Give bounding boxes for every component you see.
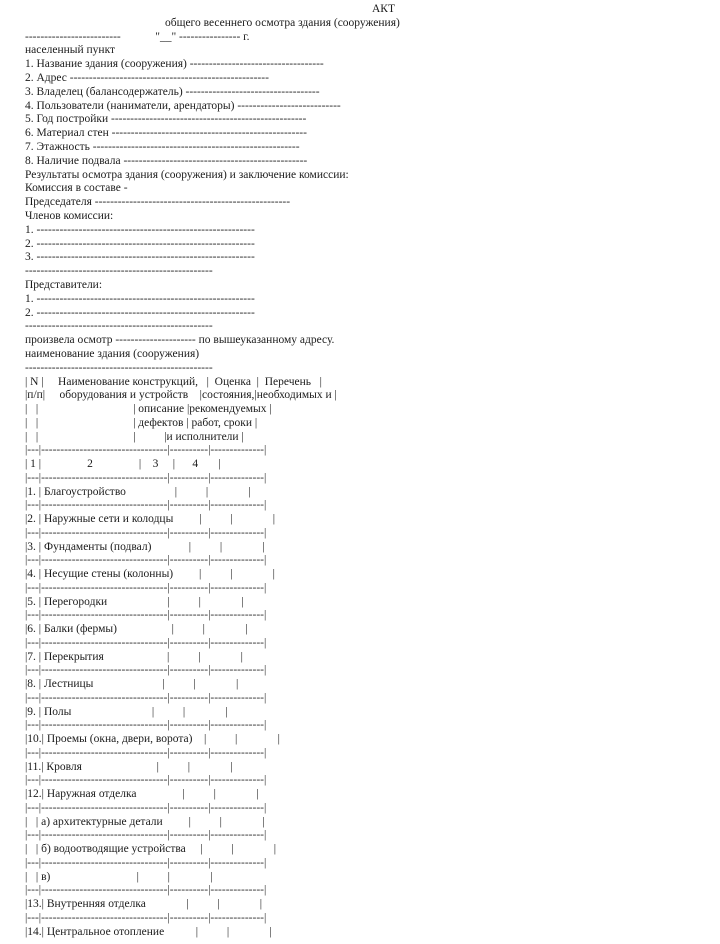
field-line-4: 4. Пользователи (наниматели, арендаторы) --------------------------- xyxy=(25,99,341,112)
table-separator: |---|---------------------------------|----------|--------------| xyxy=(25,526,267,539)
table-separator: |---|---------------------------------|----------|--------------| xyxy=(25,471,267,484)
table-separator: |---|---------------------------------|----------|--------------| xyxy=(25,609,267,622)
table-row: |14.| Центральное отопление | | | xyxy=(25,925,272,938)
place-caption: населенный пункт xyxy=(25,44,116,57)
field-line-5: 5. Год постройки --------------------------------------------------- xyxy=(25,113,307,126)
table-column-number-row: | 1 | 2 | 3 | 4 | xyxy=(25,458,221,471)
field-line-6: 6. Материал стен --------------------------------------------------- xyxy=(25,127,307,140)
table-header-row-1: | N | Наименование конструкций, | Оценка | Перечень | xyxy=(25,375,322,388)
table-separator: |---|---------------------------------|----------|--------------| xyxy=(25,856,267,869)
date-gap xyxy=(121,31,156,43)
table-separator: |---|---------------------------------|----------|--------------| xyxy=(25,636,267,649)
numbered-fields-block xyxy=(0,58,720,168)
table-header-row-4: | | | дефектов | работ, сроки | xyxy=(25,416,258,429)
table-separator: |---|---------------------------------|----------|--------------| xyxy=(25,746,267,759)
building-caption: наименование здания (сооружения) xyxy=(25,347,200,360)
table-row: |7. | Перекрытия | | | xyxy=(25,650,243,663)
table-separator: |---|---------------------------------|----------|--------------| xyxy=(25,884,267,897)
table-separator: |---|---------------------------------|----------|--------------| xyxy=(25,554,267,567)
field-line-8: 8. Наличие подвала ------------------------------------------------ xyxy=(25,154,308,167)
member-line-2: 2. --------------------------------------------------------- xyxy=(25,237,255,250)
place-rule: ------------------------- xyxy=(25,30,121,43)
table-row: |13.| Внутренняя отделка | | | xyxy=(25,898,263,911)
table-row: |12.| Наружная отделка | | | xyxy=(25,788,259,801)
inspection-line: произвела осмотр --------------------- по вышеуказанному адресу. xyxy=(25,334,335,347)
members-heading: Членов комиссии: xyxy=(25,209,114,222)
date-line: "__" ---------------- г. xyxy=(155,30,250,43)
table-separator: |---|---------------------------------|----------|--------------| xyxy=(25,911,267,924)
field-line-3: 3. Владелец (балансодержатель) ----------------------------------- xyxy=(25,85,320,98)
document-subtitle: общего весеннего осмотра здания (сооружения) xyxy=(165,16,400,29)
table-header-row-5: | | | |и исполнители | xyxy=(25,430,244,443)
commission-heading: Комиссия в составе - xyxy=(25,182,128,195)
member-line-3: 3. --------------------------------------------------------- xyxy=(25,251,255,264)
table-row: |4. | Несущие стены (колонны) | | | xyxy=(25,568,275,581)
table-separator: |---|---------------------------------|----------|--------------| xyxy=(25,499,267,512)
representative-line-rule: ------------------------------------------------- xyxy=(25,320,213,333)
table-header-row-3: | | | описание |рекомендуемых | xyxy=(25,403,272,416)
representatives-heading: Представители: xyxy=(25,278,103,291)
chairman-line: Председателя --------------------------------------------------- xyxy=(25,196,291,209)
representative-line-1: 1. --------------------------------------------------------- xyxy=(25,292,255,305)
table-row: |10.| Проемы (окна, двери, ворота) | | | xyxy=(25,733,280,746)
table-row: |8. | Лестницы | | | xyxy=(25,678,239,691)
place-and-date-line xyxy=(0,31,720,45)
table-row: |9. | Полы | | | xyxy=(25,705,228,718)
table-row: |2. | Наружные сети и колодцы | | | xyxy=(25,513,276,526)
results-heading: Результаты осмотра здания (сооружения) и заключение комиссии: xyxy=(25,168,349,181)
table-separator: |---|---------------------------------|----------|--------------| xyxy=(25,664,267,677)
table-separator: |---|---------------------------------|----------|--------------| xyxy=(25,581,267,594)
document-title: АКТ xyxy=(372,3,395,15)
table-separator: |---|---------------------------------|----------|--------------| xyxy=(25,801,267,814)
table-row: |1. | Благоустройство | | | xyxy=(25,485,251,498)
member-line-1: 1. --------------------------------------------------------- xyxy=(25,223,255,236)
table-row: |11.| Кровля | | | xyxy=(25,760,233,773)
field-line-1: 1. Название здания (сооружения) ----------------------------------- xyxy=(25,58,324,71)
table-row: | | а) архитектурные детали | | | xyxy=(25,815,265,828)
table-separator: |---|---------------------------------|----------|--------------| xyxy=(25,829,267,842)
table-body xyxy=(25,472,720,940)
field-line-2: 2. Адрес ---------------------------------------------------- xyxy=(25,71,269,84)
inspection-table xyxy=(0,376,720,940)
caption-rule: ------------------------------------------------- xyxy=(25,361,213,374)
table-row: |3. | Фундаменты (подвал) | | | xyxy=(25,540,265,553)
representative-line-2: 2. --------------------------------------------------------- xyxy=(25,306,255,319)
table-row: | | в) | | | xyxy=(25,870,213,883)
commission-block xyxy=(0,169,720,376)
table-separator: |---|---------------------------------|----------|--------------| xyxy=(25,691,267,704)
table-row: |6. | Балки (фермы) | | | xyxy=(25,623,248,636)
document-header xyxy=(0,0,720,58)
field-line-7: 7. Этажность ------------------------------------------------------ xyxy=(25,140,300,153)
table-row: | | б) водоотводящие устройства | | | xyxy=(25,843,277,856)
table-row: |5. | Перегородки | | | xyxy=(25,595,244,608)
member-line-rule: ------------------------------------------------- xyxy=(25,265,213,278)
table-separator: |---|---------------------------------|----------|--------------| xyxy=(25,719,267,732)
table-separator: |---|---------------------------------|----------|--------------| xyxy=(25,444,267,457)
table-separator: |---|---------------------------------|----------|--------------| xyxy=(25,774,267,787)
table-header-row-2: |п/п| оборудования и устройств |состояния,|необходимых и | xyxy=(25,389,337,402)
